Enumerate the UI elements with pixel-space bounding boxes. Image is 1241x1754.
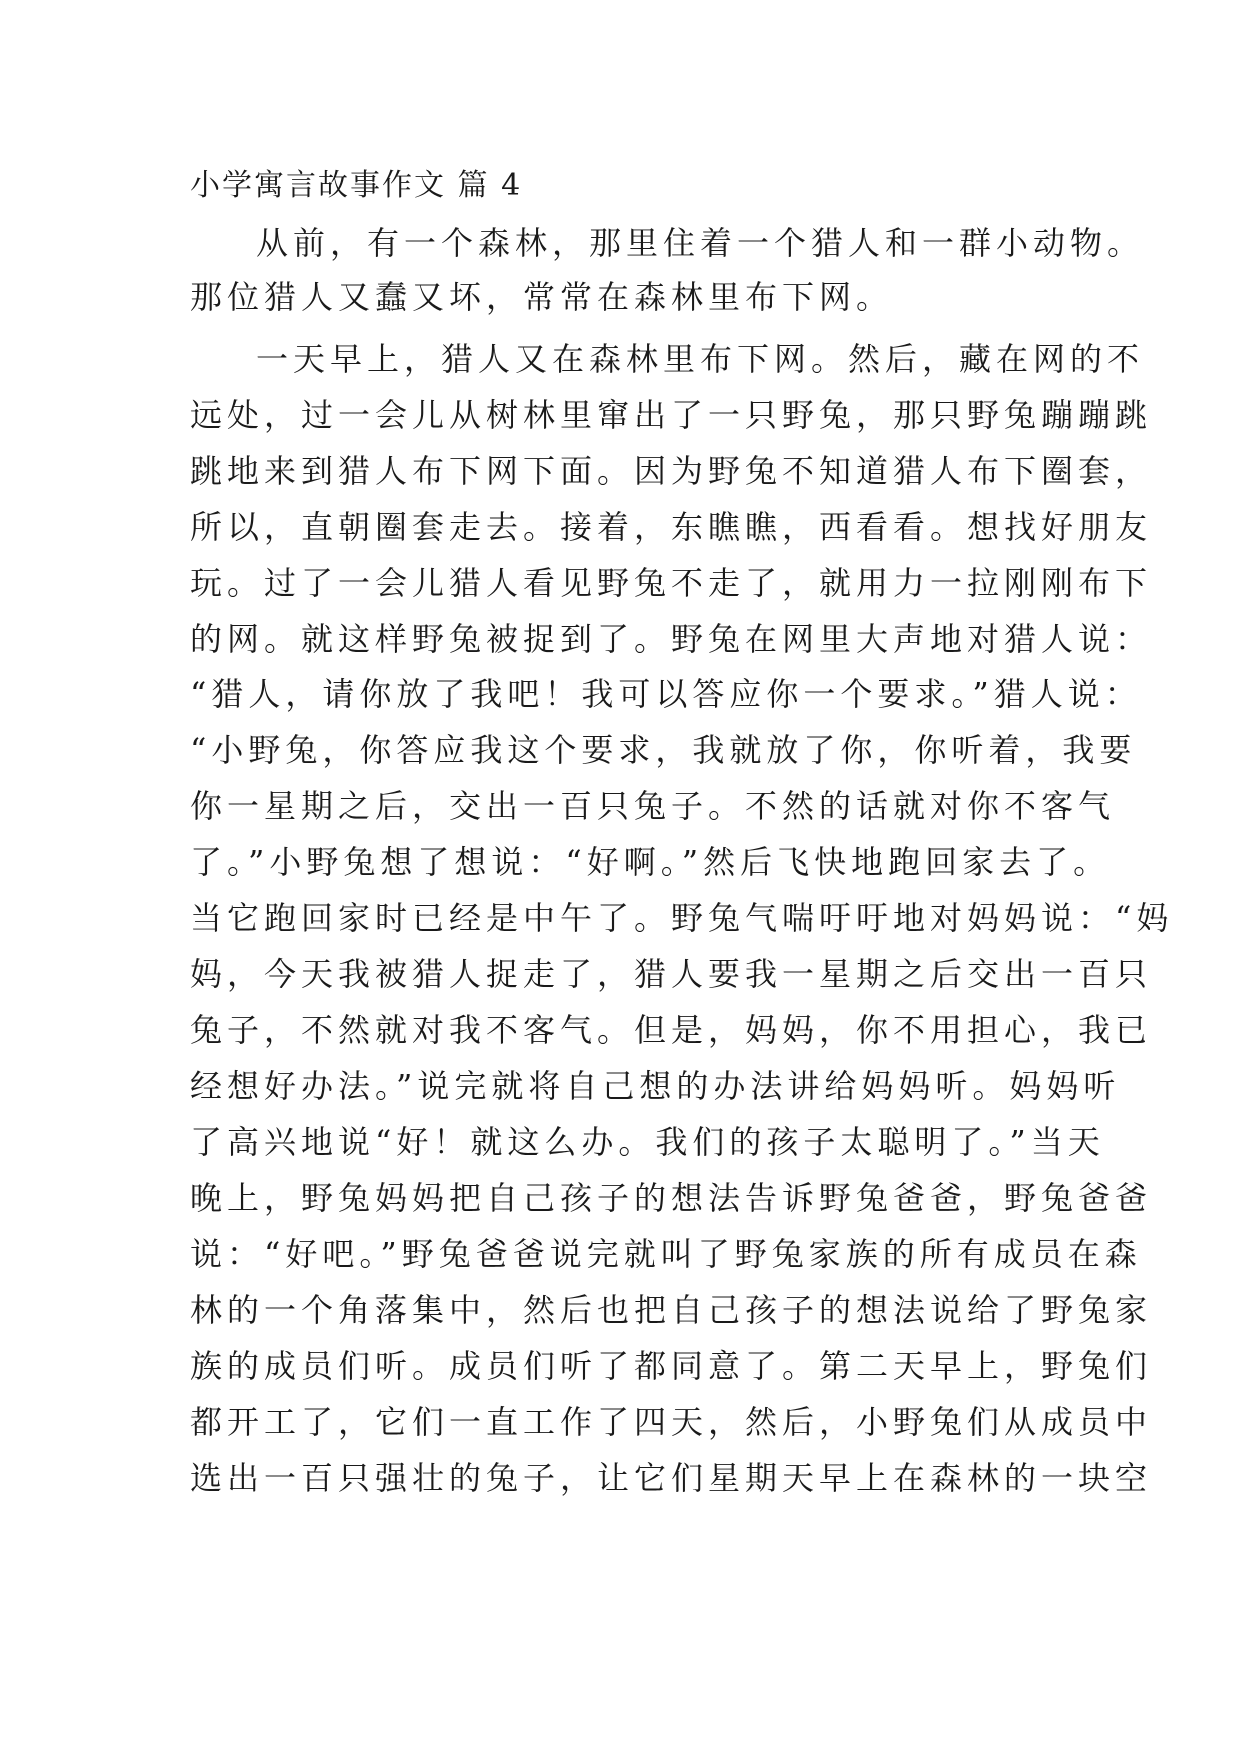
- text-line: 族的成员们听。成员们听了都同意了。第二天早上，野兔们: [190, 1347, 1153, 1385]
- text-line: 兔子，不然就对我不客气。但是，妈妈，你不用担心，我已: [190, 1011, 1153, 1049]
- text-line: 妈，今天我被猎人捉走了，猎人要我一星期之后交出一百只: [190, 955, 1153, 993]
- text-line: “小野兔，你答应我这个要求，我就放了你，你听着，我要: [190, 731, 1137, 769]
- text-line: 选出一百只强壮的兔子，让它们星期天早上在森林的一块空: [190, 1459, 1153, 1497]
- text-line: 了高兴地说“好！就这么办。我们的孩子太聪明了。”当天: [190, 1123, 1105, 1161]
- text-line: 晚上，野兔妈妈把自己孩子的想法告诉野兔爸爸，野兔爸爸: [190, 1179, 1153, 1217]
- text-line: 都开工了，它们一直工作了四天，然后，小野兔们从成员中: [190, 1403, 1153, 1441]
- text-line: 了。”小野兔想了想说：“好啊。”然后飞快地跑回家去了。: [190, 843, 1111, 881]
- text-line: 当它跑回家时已经是中午了。野兔气喘吁吁地对妈妈说：“妈: [190, 899, 1174, 937]
- text-line: 从前，有一个森林，那里住着一个猎人和一群小动物。: [256, 224, 1145, 262]
- text-line: 远处，过一会儿从树林里窜出了一只野兔，那只野兔蹦蹦跳: [190, 396, 1153, 434]
- text-line: “猎人，请你放了我吧！我可以答应你一个要求。”猎人说：: [190, 675, 1142, 713]
- text-line: 那位猎人又蠢又坏，常常在森林里布下网。: [190, 278, 894, 316]
- document-title: 小学寓言故事作文 篇 4: [190, 168, 523, 203]
- text-line: 说：“好吧。”野兔爸爸说完就叫了野兔家族的所有成员在森: [190, 1235, 1142, 1273]
- text-line: 玩。过了一会儿猎人看见野兔不走了，就用力一拉刚刚布下: [190, 564, 1153, 602]
- text-line: 经想好办法。”说完就将自己想的办法讲给妈妈听。妈妈听: [190, 1067, 1121, 1105]
- text-line: 跳地来到猎人布下网下面。因为野兔不知道猎人布下圈套，: [190, 452, 1153, 490]
- text-line: 你一星期之后，交出一百只兔子。不然的话就对你不客气: [190, 787, 1116, 825]
- text-line: 的网。就这样野兔被捉到了。野兔在网里大声地对猎人说：: [190, 620, 1153, 658]
- text-line: 所以，直朝圈套走去。接着，东瞧瞧，西看看。想找好朋友: [190, 508, 1153, 546]
- text-line: 林的一个角落集中，然后也把自己孩子的想法说给了野兔家: [190, 1291, 1153, 1329]
- text-line: 一天早上，猎人又在森林里布下网。然后，藏在网的不: [256, 340, 1145, 378]
